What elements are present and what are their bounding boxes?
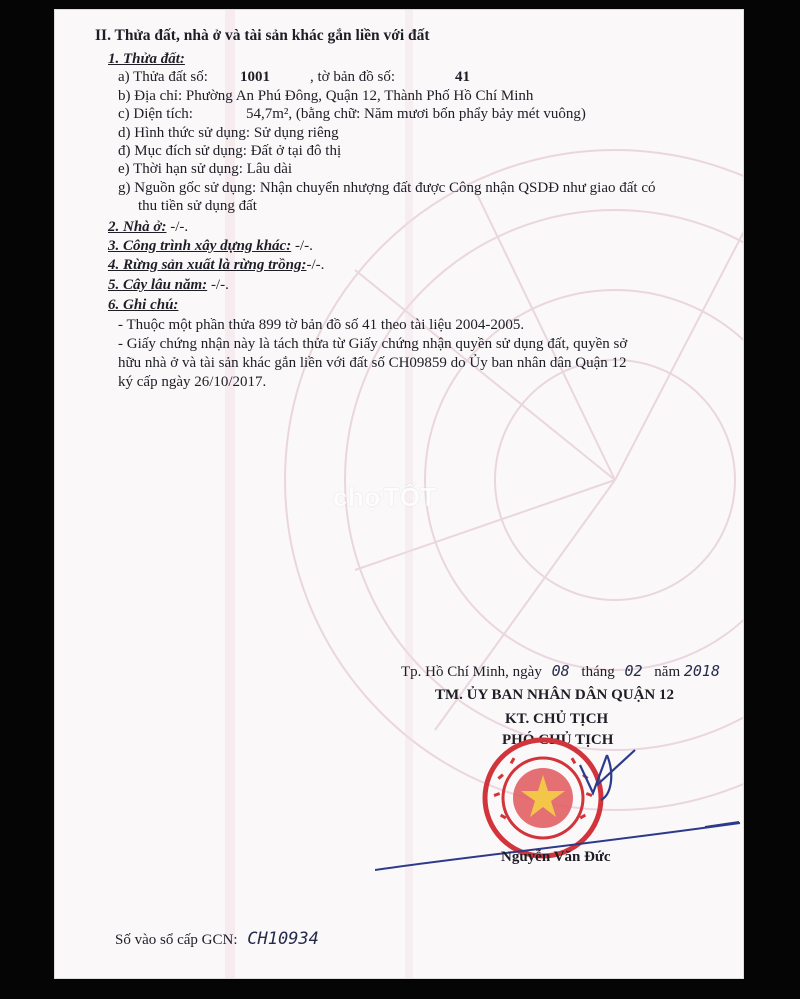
- date-day: 08: [551, 662, 570, 680]
- map-sheet-value: 41: [455, 69, 470, 85]
- map-sheet-label: , tờ bản đồ số:: [310, 69, 396, 85]
- certificate-page: [55, 10, 743, 978]
- forest-label: 4. Rừng sản xuất là rừng trồng:: [108, 257, 307, 273]
- address-line: b) Địa chỉ: Phường An Phú Đông, Quận 12, Thành Phố Hồ Chí Minh: [118, 88, 534, 104]
- signer-role-1: KT. CHỦ TỊCH: [505, 711, 609, 727]
- construction-label: 3. Công trình xây dựng khác:: [108, 238, 292, 254]
- note-line-3: hữu nhà ở và tài sản khác gắn liền với đất số CH09859 do Ủy ban nhân dân Quận 12: [118, 355, 627, 371]
- origin-line-2: thu tiền sử dụng đất: [138, 198, 257, 214]
- trees-row: [108, 276, 229, 294]
- section-title: II. Thửa đất, nhà ở và tài sản khác gắn liền với đất: [95, 27, 430, 44]
- issuing-organization: TM. ỦY BAN NHÂN DÂN QUẬN 12: [435, 687, 675, 703]
- registry-value: CH10934: [247, 929, 319, 949]
- parcel-number-label: a) Thửa đất số:: [118, 69, 208, 85]
- construction-row: [108, 237, 313, 255]
- usage-form-line: d) Hình thức sử dụng: Sử dụng riêng: [118, 125, 339, 141]
- trees-value: -/-.: [207, 277, 229, 293]
- usage-purpose-line: đ) Mục đích sử dụng: Đất ở tại đô thị: [118, 143, 342, 159]
- month-label: tháng: [581, 664, 615, 680]
- date-prefix: Tp. Hồ Chí Minh, ngày: [401, 664, 542, 680]
- area-value: 54,7m², (bằng chữ: Năm mươi bốn phẩy bảy mét vuông): [246, 106, 586, 122]
- note-line-1: - Thuộc một phần thửa 899 tờ bản đồ số 41 theo tài liệu 2004-2005.: [118, 317, 525, 333]
- trees-label: 5. Cây lâu năm:: [108, 277, 208, 293]
- signer-role-2: PHÓ CHỦ TỊCH: [502, 732, 614, 748]
- note-line-4: ký cấp ngày 26/10/2017.: [118, 374, 267, 390]
- house-label: 2. Nhà ở:: [108, 219, 167, 235]
- parcel-heading: 1. Thửa đất:: [108, 51, 185, 67]
- usage-term-line: e) Thời hạn sử dụng: Lâu dài: [118, 161, 293, 177]
- parcel-number-value: 1001: [240, 69, 270, 85]
- chotot-watermark: chợTỐT: [333, 482, 437, 512]
- year-label: năm: [654, 664, 681, 680]
- house-row: [108, 218, 188, 236]
- registry-label: Số vào sổ cấp GCN:: [115, 932, 238, 948]
- construction-value: -/-.: [291, 238, 313, 254]
- signer-name: Nguyễn Văn Đức: [501, 849, 611, 865]
- forest-value: -/-.: [306, 257, 325, 273]
- forest-row: [108, 256, 324, 274]
- area-label: c) Diện tích:: [118, 106, 193, 122]
- origin-line-1: g) Nguồn gốc sử dụng: Nhận chuyển nhượng đất được Công nhận QSDĐ như giao đất có: [118, 180, 656, 196]
- date-year: 2018: [683, 662, 720, 680]
- registry-number: [115, 930, 319, 949]
- note-line-2: - Giấy chứng nhận này là tách thửa từ Giấy chứng nhận quyền sử dụng đất, quyền sở: [118, 336, 628, 352]
- house-value: -/-.: [166, 219, 189, 235]
- date-month: 02: [624, 662, 643, 680]
- signing-date: [401, 662, 720, 681]
- notes-label: 6. Ghi chú:: [108, 297, 179, 313]
